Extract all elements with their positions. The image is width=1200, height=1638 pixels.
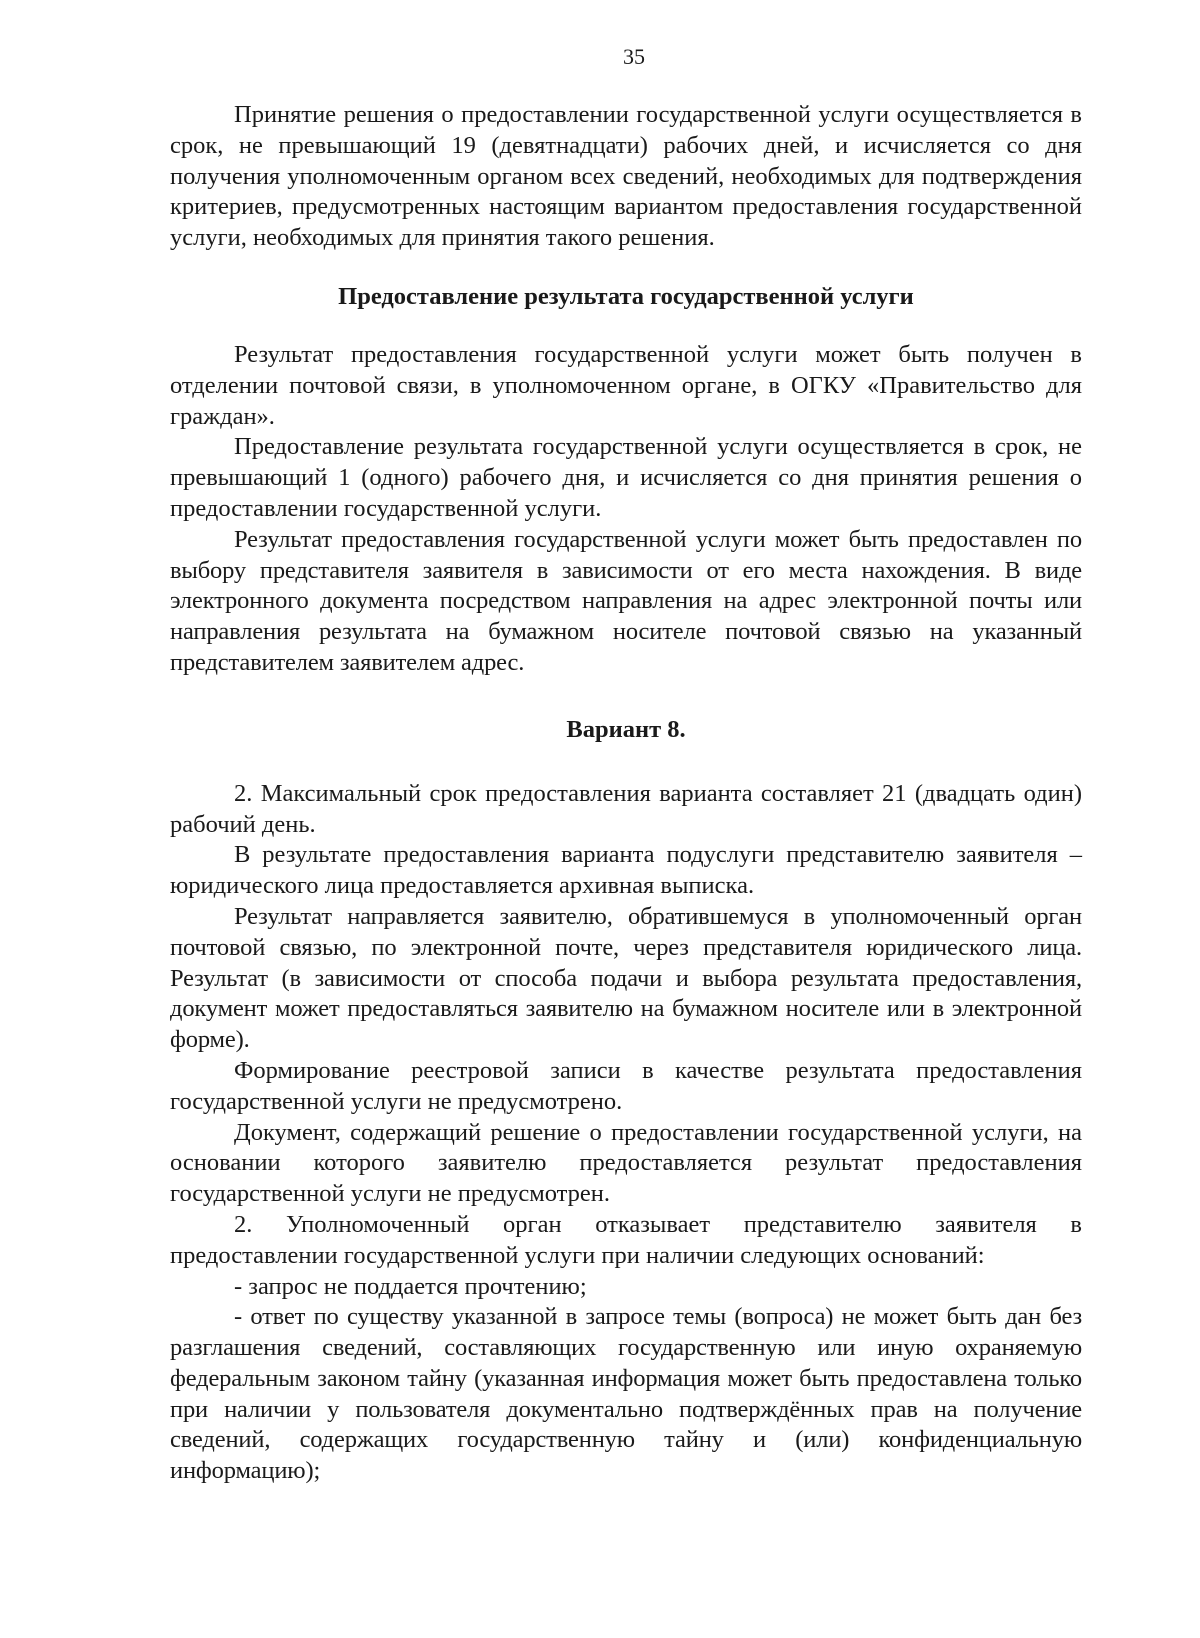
paragraph-result-sending: Результат направляется заявителю, обратившемуся в уполномоченный орган почтовой связью, по электронной почте, через представителя юридического лица. Результат (в зависимости от способа подачи и выбора результата предоставления, документ может предоставляться заявителю на бумажном носителе или в электронной форме). bbox=[170, 902, 1082, 1054]
page-number: 35 bbox=[623, 44, 645, 69]
paragraph-archive-extract: В результате предоставления варианта подуслуги представителю заявителя – юридического лица предоставляется архивная выписка. bbox=[170, 841, 1082, 900]
paragraph-decision-document: Документ, содержащий решение о предоставлении государственной услуги, на основании которого заявителю предоставляется результат предоставления государственной услуги не предусмотрен. bbox=[170, 1118, 1082, 1208]
paragraph-decision-deadline: Принятие решения о предоставлении государственной услуги осуществляется в срок, не превышающий 19 (девятнадцати) рабочих дней, и исчисляется со дня получения уполномоченным органом всех сведений, необходимых для подтверждения критериев, предусмотренных настоящим вариантом предоставления государственной услуги, необходимых для принятия такого решения. bbox=[170, 101, 1082, 252]
document-body bbox=[170, 100, 1082, 1487]
section-heading-result-provision: Предоставление результата государственной услуги bbox=[338, 282, 914, 310]
paragraph-result-deadline: Предоставление результата государственной услуги осуществляется в срок, не превышающий 1 (одного) рабочего дня, и исчисляется со дня принятия решения о предоставлении государственной услуги. bbox=[170, 433, 1082, 522]
paragraph-registry-record: Формирование реестровой записи в качестве результата предоставления государственной услуги не предусмотрено. bbox=[170, 1056, 1082, 1115]
section-heading-variant-8: Вариант 8. bbox=[566, 715, 686, 743]
list-item-unreadable-request: - запрос не поддается прочтению; bbox=[234, 1272, 587, 1300]
paragraph-refusal-grounds: 2. Уполномоченный орган отказывает представителю заявителя в предоставлении государственной услуги при наличии следующих оснований: bbox=[170, 1210, 1082, 1269]
list-item-state-secret: - ответ по существу указанной в запросе темы (вопроса) не может быть дан без разглашения сведений, составляющих государственную или иную охраняемую федеральным законом тайну (указанная информация может быть предоставлена только при наличии у пользователя документально подтверждённых прав на получение сведений, содержащих государственную тайну и (или) конфиденциальную информацию); bbox=[170, 1303, 1082, 1485]
paragraph-max-term: 2. Максимальный срок предоставления варианта составляет 21 (двадцать один) рабочий день. bbox=[170, 779, 1082, 838]
paragraph-result-receipt: Результат предоставления государственной услуги может быть получен в отделении почтовой связи, в уполномоченном органе, в ОГКУ «Правительство для граждан». bbox=[170, 340, 1082, 430]
paragraph-result-delivery: Результат предоставления государственной услуги может быть предоставлен по выбору представителя заявителя в зависимости от его места нахождения. В виде электронного документа посредством направления на адрес электронной почты или направления результата на бумажном носителе почтовой связью на указанный представителем заявителем адрес. bbox=[170, 525, 1082, 676]
